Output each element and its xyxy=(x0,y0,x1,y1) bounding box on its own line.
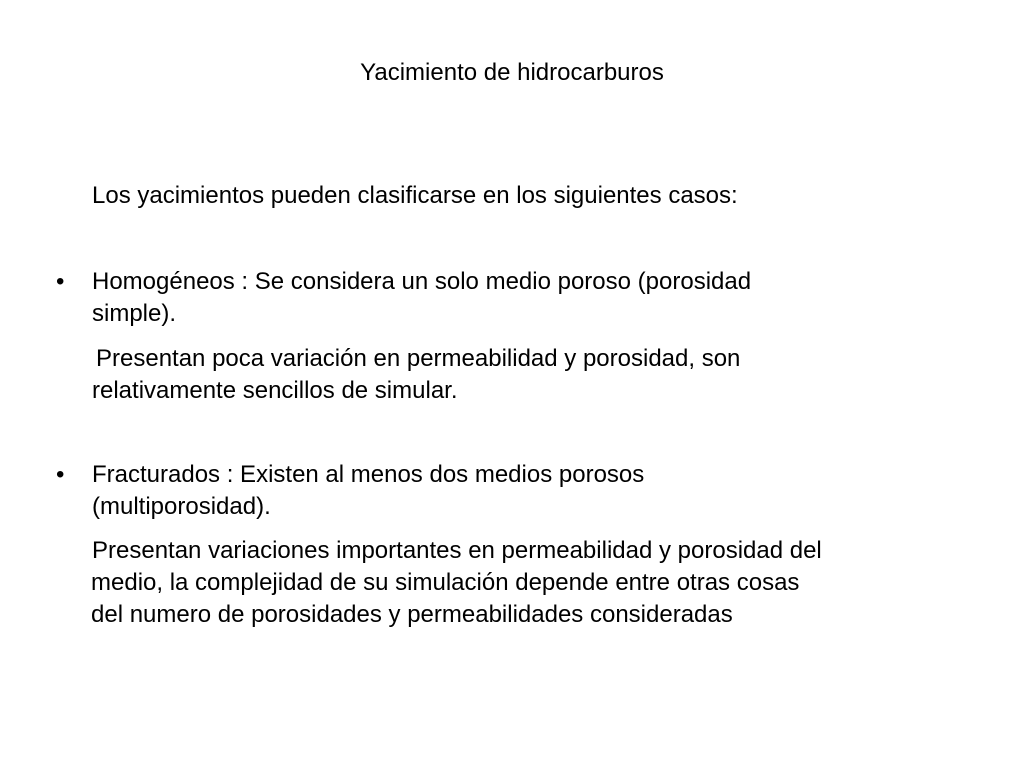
bullet-line: simple). xyxy=(92,300,177,327)
bullet-detail-fracturados xyxy=(88,535,968,631)
bullet-marker: • xyxy=(56,461,65,488)
detail-line: relativamente sencillos de simular. xyxy=(92,377,458,404)
detail-line: Presentan variaciones importantes en permeabilidad y porosidad del xyxy=(92,537,822,564)
bullet-text xyxy=(92,266,912,330)
bullet-text xyxy=(92,459,912,523)
intro-text: Los yacimientos pueden clasificarse en los siguientes casos: xyxy=(92,182,738,209)
detail-line: del numero de porosidades y permeabilidades consideradas xyxy=(91,601,733,628)
bullet-line: Fracturados : Existen al menos dos medios porosos xyxy=(92,461,645,488)
bullet-marker: • xyxy=(56,268,65,295)
bullet-detail-homogeneos xyxy=(92,343,972,407)
detail-line: medio, la complejidad de su simulación depende entre otras cosas xyxy=(91,569,800,596)
slide-title: Yacimiento de hidrocarburos xyxy=(360,59,664,86)
bullet-line: Homogéneos : Se considera un solo medio poroso (porosidad xyxy=(92,268,752,295)
detail-line: Presentan poca variación en permeabilidad y porosidad, son xyxy=(96,345,741,372)
bullet-line: (multiporosidad). xyxy=(92,493,271,520)
